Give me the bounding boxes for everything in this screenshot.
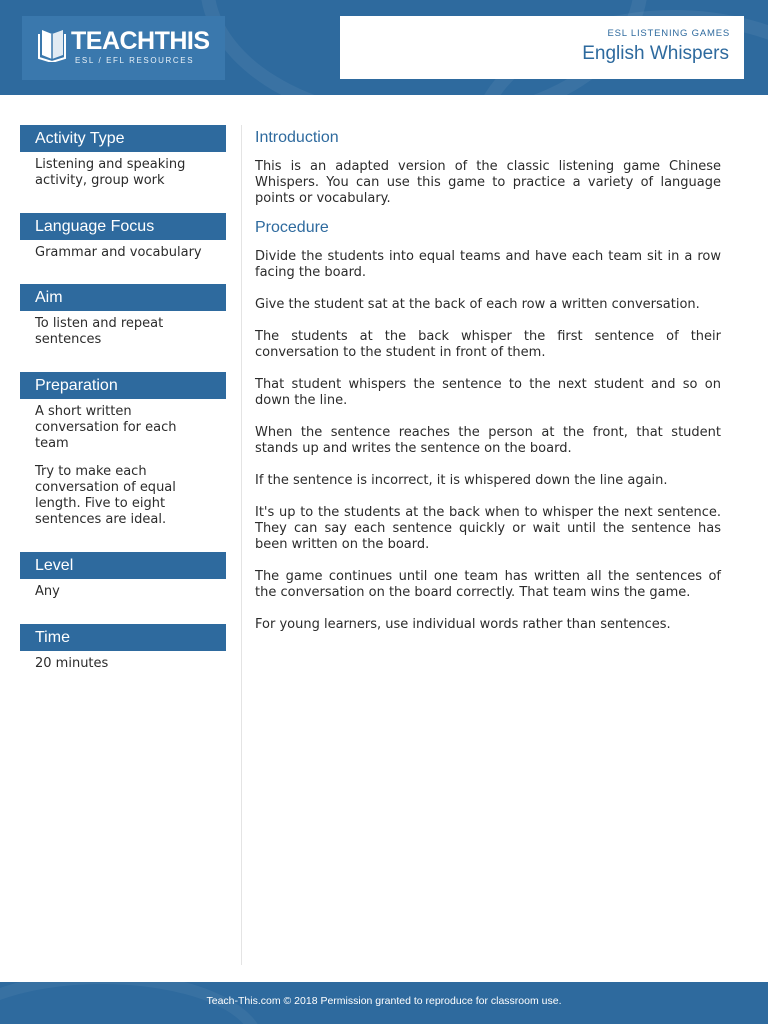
procedure-step: When the sentence reaches the person at the front, that student stands up and writes the sentence on the board.: [255, 425, 721, 456]
page-header: [0, 0, 768, 95]
section-preparation: [20, 372, 226, 552]
section-body: [20, 651, 226, 672]
section-text: To listen and repeat sentences: [35, 316, 164, 347]
introduction-heading: Introduction: [255, 129, 339, 146]
section-text: Any: [35, 584, 60, 599]
section-body: [20, 399, 226, 528]
section-heading: Activity Type: [20, 125, 226, 152]
activity-sidebar: [20, 125, 226, 684]
section-heading: Language Focus: [20, 213, 226, 240]
section-body: [20, 311, 226, 348]
section-body: [20, 579, 226, 600]
column-divider: [241, 125, 242, 965]
section-body: [20, 240, 226, 261]
section-heading: Preparation: [20, 372, 226, 399]
section-text: Grammar and vocabulary: [35, 245, 202, 260]
section-text: 20 minutes: [35, 656, 109, 671]
section-heading: Time: [20, 624, 226, 651]
section-activity-type: [20, 125, 226, 213]
section-text: A short written conversation for each team: [35, 404, 177, 451]
category-label: ESL LISTENING GAMES: [607, 28, 730, 39]
page-footer: [0, 982, 768, 1024]
section-text: Try to make each conversation of equal length. Five to eight sentences are ideal.: [35, 464, 176, 527]
introduction-text: This is an adapted version of the classic listening game Chinese Whispers. You can use this game to practice a variety of language points or vocabulary.: [255, 159, 721, 206]
procedure-step: That student whispers the sentence to the next student and so on down the line.: [255, 377, 721, 408]
open-book-icon: [36, 26, 68, 62]
section-heading: Level: [20, 552, 226, 579]
procedure-step: For young learners, use individual words rather than sentences.: [255, 617, 671, 632]
title-panel: [340, 16, 744, 79]
section-heading: Aim: [20, 284, 226, 311]
copyright-notice: Teach-This.com © 2018 Permission granted to reproduce for classroom use.: [206, 995, 562, 1007]
procedure-step: It's up to the students at the back when to whisper the next sentence. They can say each sentence quickly or wait until the sentence has been written on the board.: [255, 505, 721, 552]
section-language-focus: [20, 213, 226, 284]
section-body: [20, 152, 226, 189]
brand-name: TEACHTHIS: [71, 27, 210, 55]
section-text: Listening and speaking activity, group work: [35, 157, 186, 188]
procedure-step: The students at the back whisper the first sentence of their conversation to the student in front of them.: [255, 329, 721, 360]
procedure-step: Give the student sat at the back of each row a written conversation.: [255, 297, 700, 312]
section-time: [20, 624, 226, 684]
section-aim: [20, 284, 226, 372]
brand-tagline: ESL / EFL RESOURCES: [75, 56, 195, 65]
section-level: [20, 552, 226, 624]
page-title: English Whispers: [582, 43, 729, 64]
main-content: [255, 128, 721, 633]
brand-logo: [22, 16, 225, 80]
procedure-heading: Procedure: [255, 219, 329, 236]
procedure-step: The game continues until one team has written all the sentences of the conversation on the board correctly. That team wins the game.: [255, 569, 721, 600]
procedure-step: Divide the students into equal teams and have each team sit in a row facing the board.: [255, 249, 721, 280]
procedure-step: If the sentence is incorrect, it is whispered down the line again.: [255, 473, 668, 488]
